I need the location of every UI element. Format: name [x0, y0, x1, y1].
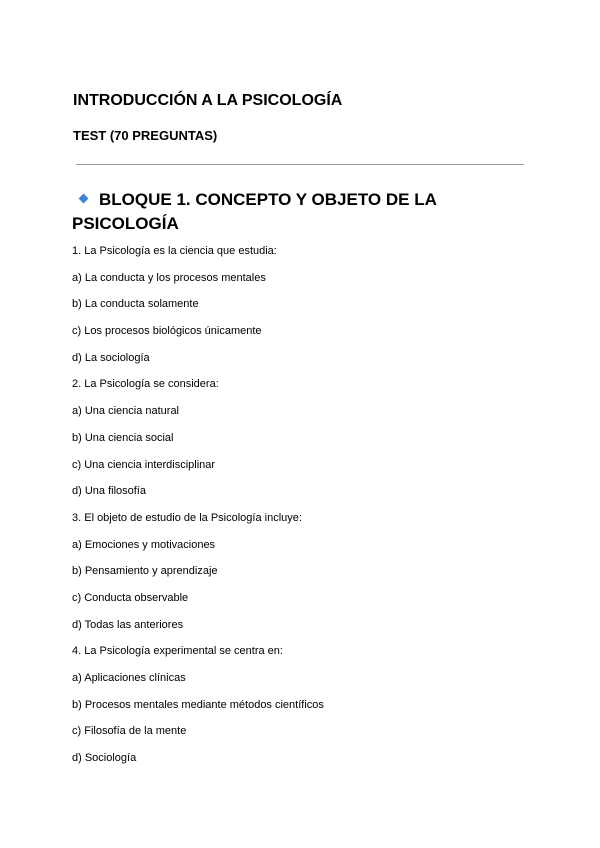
- option-3b: b) Pensamiento y aprendizaje: [72, 565, 218, 578]
- option-4a: a) Aplicaciones clínicas: [72, 672, 186, 684]
- option-4b: b) Procesos mentales mediante métodos científicos: [72, 698, 324, 711]
- option-3a: a) Emociones y motivaciones: [72, 538, 216, 551]
- option-1c: c) Los procesos biológicos únicamente: [72, 325, 262, 338]
- question-2-text: 2. La Psicología se considera:: [72, 378, 219, 391]
- diamond-bullet-icon: [79, 194, 89, 204]
- question-4-text: 4. La Psicología experimental se centra en:: [72, 645, 283, 658]
- option-3c: c) Conducta observable: [72, 591, 189, 604]
- test-subtitle: TEST (70 PREGUNTAS): [73, 128, 218, 143]
- horizontal-divider: [76, 164, 524, 165]
- question-list: [72, 244, 324, 778]
- option-1b: b) La conducta solamente: [72, 298, 199, 311]
- option-1d: d) La sociología: [72, 351, 150, 364]
- option-2c: c) Una ciencia interdisciplinar: [72, 458, 216, 471]
- question-3-text: 3. El objeto de estudio de la Psicología incluye:: [72, 511, 302, 524]
- page-title: INTRODUCCIÓN A LA PSICOLOGÍA: [73, 92, 343, 109]
- option-4d: d) Sociología: [72, 752, 137, 765]
- option-3d: d) Todas las anteriores: [72, 618, 184, 631]
- option-2a: a) Una ciencia natural: [72, 405, 180, 418]
- question-1-text: 1. La Psicología es la ciencia que estudia:: [72, 245, 277, 257]
- section-heading-text: BLOQUE 1. CONCEPTO Y OBJETO DE LA PSICOLOGÍA: [72, 190, 437, 233]
- option-2b: b) Una ciencia social: [72, 431, 174, 444]
- option-1a: a) La conducta y los procesos mentales: [72, 271, 266, 284]
- section-heading: [72, 188, 472, 236]
- option-2d: d) Una filosofía: [72, 485, 146, 498]
- option-4c: c) Filosofía de la mente: [72, 725, 187, 738]
